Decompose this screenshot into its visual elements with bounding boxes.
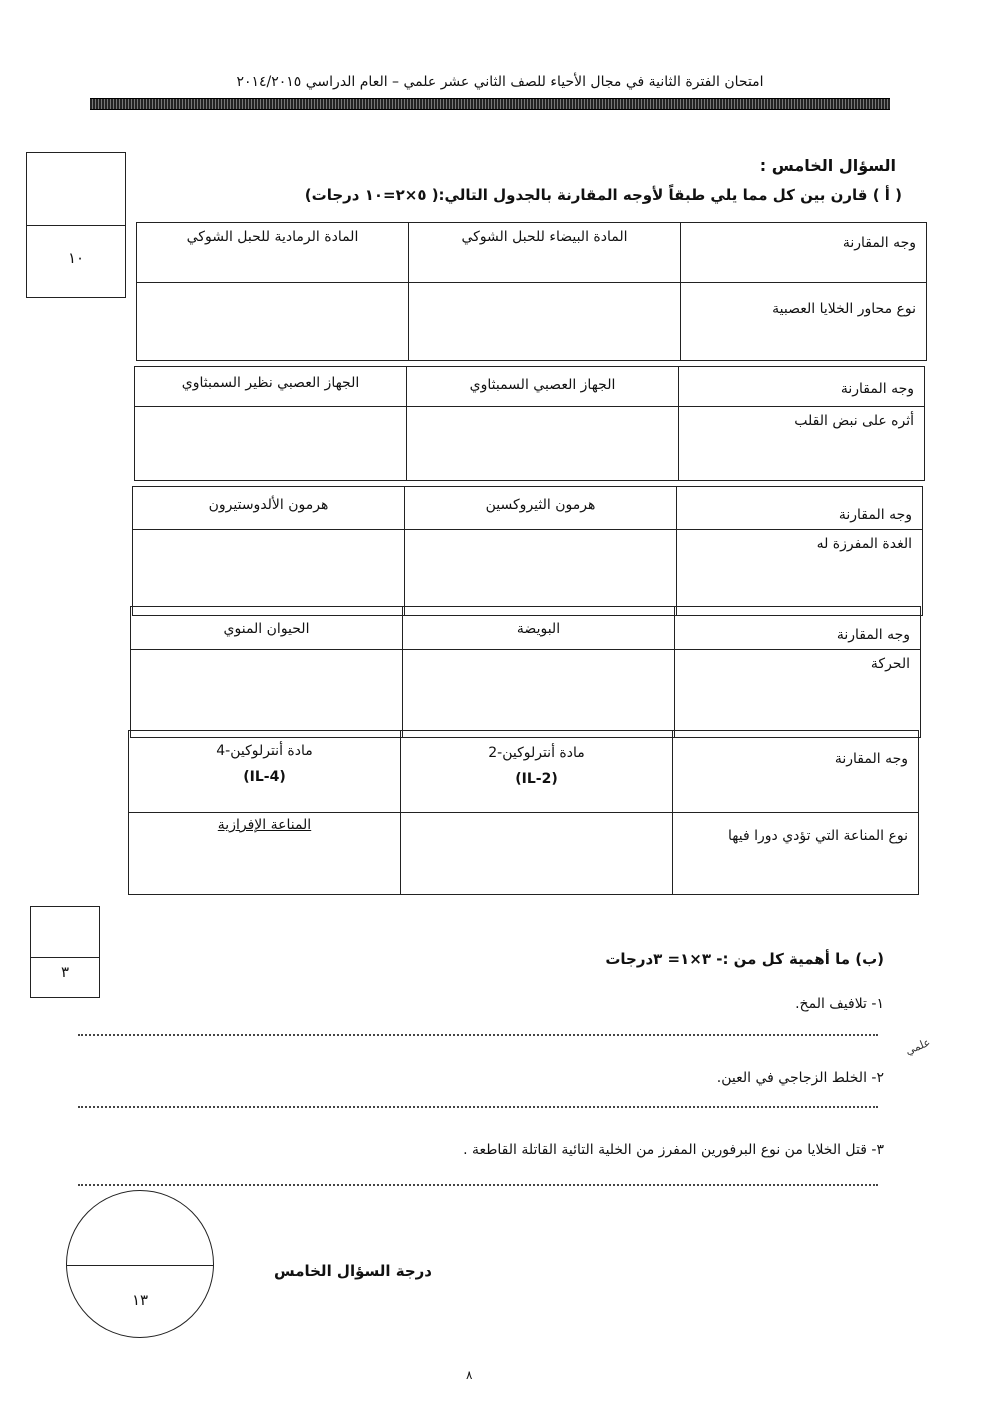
column-header-abbr: (IL-2) xyxy=(515,771,558,787)
question-item-1: ١- تلافيف المخ. xyxy=(795,996,884,1012)
score-box-a xyxy=(26,152,126,298)
comparison-table-1 xyxy=(136,222,927,361)
comparison-label: وجه المقارنة xyxy=(679,367,925,407)
answer-cell: المناعة الإفرازية xyxy=(129,813,401,895)
column-header: المادة البيضاء للحبل الشوكي xyxy=(409,223,681,283)
column-header: المادة الرمادية للحبل الشوكي xyxy=(137,223,409,283)
column-header-abbr: (IL-4) xyxy=(243,769,286,785)
column-header-name: مادة أنترلوكين-4 xyxy=(216,743,313,759)
question-item-3: ٣- قتل الخلايا من نوع البرفورين المفرز من الخلية التائية القاتلة القاطعة . xyxy=(463,1142,884,1158)
column-header xyxy=(401,731,673,813)
answer-cell[interactable] xyxy=(135,407,407,481)
page-number: ٨ xyxy=(466,1368,473,1382)
row-label: الغدة المفرزة له xyxy=(677,530,923,616)
row-label: نوع محاور الخلايا العصبية xyxy=(681,283,927,361)
part-a-instruction: ( أ ) قارن بين كل مما يلي طبقاً لأوجه المقارنة بالجدول التالي:( ٥×٢=١٠ درجات) xyxy=(304,186,902,204)
column-header: هرمون الثيروكسين xyxy=(405,487,677,530)
comparison-table-3 xyxy=(132,486,923,616)
comparison-table-4 xyxy=(130,606,921,738)
score-box-b xyxy=(30,906,100,998)
header-divider xyxy=(90,98,890,110)
handwritten-note: علمي xyxy=(903,1035,933,1058)
part-b-instruction: (ب) ما أهمية كل من :- ٣×١= ٣درجات xyxy=(605,950,884,968)
score-b-value: ٣ xyxy=(60,963,70,981)
comparison-table-2 xyxy=(134,366,925,481)
row-label: الحركة xyxy=(675,650,921,738)
column-header: الجهاز العصبي السمبثاوي xyxy=(407,367,679,407)
comparison-label: وجه المقارنة xyxy=(675,607,921,650)
question-item-2: ٢- الخلط الزجاجي في العين. xyxy=(716,1070,884,1086)
exam-header: امتحان الفترة الثانية في مجال الأحياء للصف الثاني عشر علمي – العام الدراسي ٢٠١٤/٢٠١٥ xyxy=(236,74,764,90)
answer-cell[interactable] xyxy=(407,407,679,481)
answer-cell[interactable] xyxy=(405,530,677,616)
column-header: البويضة xyxy=(403,607,675,650)
total-score-circle xyxy=(66,1190,214,1338)
answer-line-1[interactable] xyxy=(78,1034,878,1036)
score-a-value: ١٠ xyxy=(67,249,85,267)
column-header: الجهاز العصبي نظير السمبثاوي xyxy=(135,367,407,407)
question-title: السؤال الخامس : xyxy=(759,156,896,175)
comparison-table-5 xyxy=(128,730,919,895)
answer-cell[interactable] xyxy=(131,650,403,738)
comparison-label: وجه المقارنة xyxy=(677,487,923,530)
comparison-label: وجه المقارنة xyxy=(681,223,927,283)
row-label: أثره على نبض القلب xyxy=(679,407,925,481)
answer-cell[interactable] xyxy=(401,813,673,895)
answer-line-3[interactable] xyxy=(78,1184,878,1186)
answer-cell[interactable] xyxy=(133,530,405,616)
answer-line-2[interactable] xyxy=(78,1106,878,1108)
column-header-name: مادة أنترلوكين-2 xyxy=(488,745,585,761)
row-label: نوع المناعة التي تؤدي دورا فيها xyxy=(673,813,919,895)
column-header: هرمون الألدوستيرون xyxy=(133,487,405,530)
answer-cell[interactable] xyxy=(409,283,681,361)
column-header: الحيوان المنوي xyxy=(131,607,403,650)
answer-cell[interactable] xyxy=(137,283,409,361)
answer-cell[interactable] xyxy=(403,650,675,738)
total-score-value: ١٣ xyxy=(131,1291,149,1309)
question-grade-label: درجة السؤال الخامس xyxy=(274,1262,432,1280)
comparison-label: وجه المقارنة xyxy=(673,731,919,813)
column-header xyxy=(129,731,401,813)
